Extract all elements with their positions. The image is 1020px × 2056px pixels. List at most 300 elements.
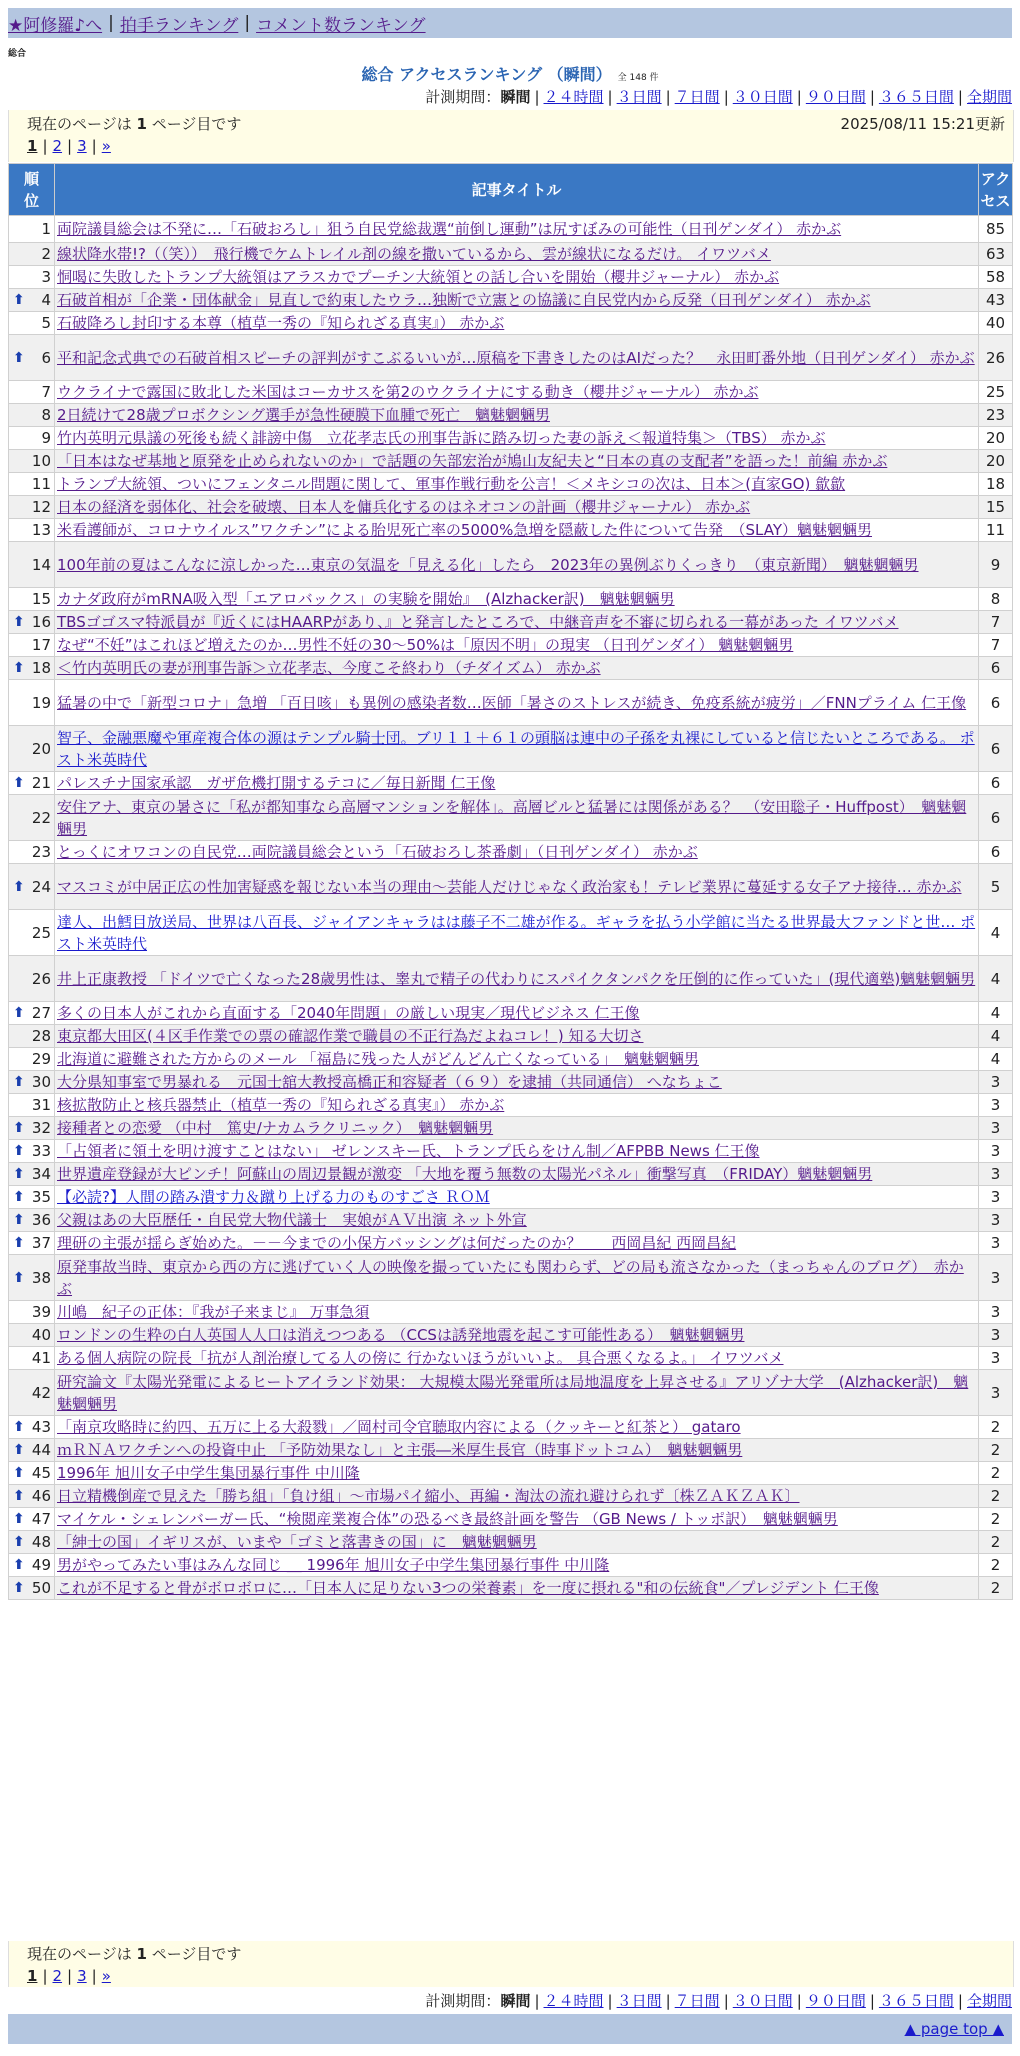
table-row [9, 404, 1013, 427]
table-row [9, 588, 1013, 611]
rank-up-arrow-icon: ⬆ [13, 1419, 25, 1435]
article-title-link[interactable]: 北海道に避難された方からのメール 「福島に残った人がどんどん亡くなっている」 魑魅魍魎男 [57, 1050, 699, 1068]
article-title-link[interactable]: 原発事故当時、東京から西の方に逃げていく人の映像を撮っていたにも関わらず、どの局も流さなかった（まっちゃんのブログ） 赤かぶ [57, 1257, 964, 1298]
table-row [9, 1485, 1013, 1508]
access-count: 4 [979, 956, 1013, 1002]
rank-number: 24 [31, 877, 51, 896]
rank-up-arrow-icon: ⬆ [13, 660, 25, 676]
rank-number: 3 [41, 268, 51, 286]
updated-timestamp: 2025/08/11 15:21更新 [840, 115, 1005, 133]
table-row [9, 381, 1013, 404]
rank-number: 10 [31, 452, 51, 470]
nav-separator: | [244, 13, 251, 33]
article-title-link[interactable]: 川嶋 紀子の正体：『我が子来まじ』 万事急須 [57, 1303, 370, 1321]
rank-cell [9, 1462, 55, 1485]
article-title-link[interactable]: 男がやってみたい事はみんな同じ ＿ 1996年 旭川女子中学生集団暴行事件 中川隆 [57, 1556, 610, 1574]
table-row [9, 1255, 1013, 1301]
title-cell [55, 266, 979, 289]
article-title-link[interactable]: 「紳士の国」イギリスが、いまや「ゴミと落書きの国」に 魑魅魍魎男 [57, 1533, 537, 1551]
period-selector-top [425, 86, 1012, 107]
rank-number: 25 [31, 923, 51, 942]
rank-cell [9, 588, 55, 611]
col-title-header: 記事タイトル [55, 164, 979, 216]
rank-cell [9, 1071, 55, 1094]
rank-number: 23 [31, 843, 51, 861]
period-separator: | [723, 1992, 729, 2010]
rank-number: 26 [31, 969, 51, 988]
article-title-link[interactable]: 日立精機倒産で見えた「勝ち組」「負け組」～市場パイ縮小、再編・淘汰の流れ避けられず〔株ＺＡＫＺＡＫ〕 [57, 1487, 800, 1505]
table-row [9, 956, 1013, 1002]
rank-up-arrow-icon: ⬆ [13, 349, 25, 366]
period-option-link[interactable]: ７日間 [674, 88, 720, 106]
page-link[interactable]: 2 [52, 137, 63, 155]
rank-cell [9, 450, 55, 473]
rank-number: 42 [31, 1383, 51, 1402]
article-title-link[interactable]: 1996年 旭川女子中学生集団暴行事件 中川隆 [57, 1464, 360, 1482]
article-title-link[interactable]: 2日続けて28歳プロボクシング選手が急性硬膜下血腫で死亡 魑魅魍魎男 [57, 406, 550, 424]
table-row [9, 1117, 1013, 1140]
rank-up-arrow-icon: ⬆ [13, 1143, 25, 1159]
title-cell [55, 519, 979, 542]
rank-cell [9, 956, 55, 1002]
col-access-header: アクセス [979, 164, 1013, 216]
rank-cell [9, 266, 55, 289]
page-link[interactable]: 3 [77, 137, 87, 155]
access-count: 3 [979, 1209, 1013, 1232]
rank-cell [9, 1324, 55, 1347]
title-cell [55, 473, 979, 496]
article-title-link[interactable]: 猛暑の中で「新型コロナ」急増 「百日咳」も異例の感染者数…医師「暑さのストレスが続き、免疫系統が疲労」／FNNプライム 仁王像 [57, 693, 967, 712]
rank-up-arrow-icon: ⬆ [13, 878, 25, 895]
title-cell [55, 1071, 979, 1094]
rank-number: 2 [41, 245, 51, 263]
period-label: 計測期間： [425, 88, 501, 106]
article-title-link[interactable]: 石破降ろし封印する本尊（植草一秀の『知られざる真実』） 赤かぶ [57, 314, 505, 332]
title-cell [55, 910, 979, 956]
rank-number: 48 [31, 1533, 51, 1551]
access-count: 23 [979, 404, 1013, 427]
rank-number: 5 [41, 314, 51, 332]
article-title-link[interactable]: 大分県知事室で男暴れる 元国士舘大教授高橋正和容疑者（６９）を逮捕（共同通信） へなちょこ [57, 1073, 722, 1091]
rank-cell [9, 381, 55, 404]
title-cell [55, 795, 979, 841]
rank-number: 4 [41, 291, 51, 309]
table-row [9, 1232, 1013, 1255]
table-row [9, 1577, 1013, 1600]
rank-number: 20 [31, 739, 51, 758]
table-row [9, 1324, 1013, 1347]
table-row [9, 1439, 1013, 1462]
table-row [9, 864, 1013, 910]
article-title-link[interactable]: とっくにオワコンの自民党…両院議員総会という「石破おろし茶番劇」（日刊ゲンダイ） 赤かぶ [57, 843, 698, 861]
rank-number: 43 [31, 1418, 51, 1436]
title-cell [55, 1301, 979, 1324]
rank-up-arrow-icon: ⬆ [13, 1534, 25, 1550]
rank-cell [9, 1485, 55, 1508]
rank-cell [9, 1025, 55, 1048]
table-row [9, 611, 1013, 634]
period-selector-bottom [425, 1990, 1012, 2011]
access-count: 6 [979, 841, 1013, 864]
period-option-link[interactable]: ２４時間 [543, 88, 604, 106]
rank-up-arrow-icon: ⬆ [13, 1005, 25, 1021]
ranking-title: 総合 アクセスランキング （瞬間） [361, 65, 612, 84]
access-count: 15 [979, 496, 1013, 519]
period-current: 瞬間 [500, 88, 531, 106]
rank-cell [9, 1531, 55, 1554]
article-title-link[interactable]: 理研の主張が揺らぎ始めた。－－今までの小保方バッシングは何だったのか？ 西岡昌紀 西岡昌紀 [57, 1234, 737, 1252]
article-title-link[interactable]: 父親はあの大臣歴任・自民党大物代議士 実娘がＡＶ出演 ネット外宣 [57, 1211, 527, 1229]
rank-cell [9, 1416, 55, 1439]
rank-number: 17 [31, 636, 51, 654]
article-title-link[interactable]: 井上正康教授 「ドイツで亡くなった28歳男性は、睾丸で精子の代わりにスパイクタンパクを圧倒的に作っていた」(現代適塾)魑魅魍魎男 [57, 969, 976, 988]
access-count: 85 [979, 216, 1013, 243]
article-title-link[interactable]: 石破首相が「企業・団体献金」見直しで約束したウラ…独断で立憲との協議に自民党内から反発（日刊ゲンダイ） 赤かぶ [57, 291, 871, 309]
table-row [9, 427, 1013, 450]
table-row [9, 841, 1013, 864]
access-count: 40 [979, 312, 1013, 335]
article-title-link[interactable]: 100年前の夏はこんなに涼しかった…東京の気温を「見える化」したら 2023年の異例ぶりくっきり （東京新聞） 魑魅魍魎男 [57, 555, 919, 574]
section-label: 総合 [8, 49, 27, 59]
rank-up-arrow-icon: ⬆ [13, 1488, 25, 1504]
title-cell [55, 1485, 979, 1508]
rank-cell [9, 772, 55, 795]
access-count: 3 [979, 1347, 1013, 1370]
rank-cell [9, 519, 55, 542]
table-row [9, 772, 1013, 795]
rank-number: 7 [41, 383, 51, 401]
access-count: 7 [979, 634, 1013, 657]
title-cell [55, 1232, 979, 1255]
article-title-link[interactable]: 【必読?】人間の踏み潰す力＆蹴り上げる力のものすごさ ＲＯＭ [57, 1188, 490, 1206]
period-option-link[interactable]: 全期間 [966, 1992, 1012, 2010]
title-cell [55, 1002, 979, 1025]
rank-up-arrow-icon: ⬆ [13, 292, 25, 308]
table-row [9, 1048, 1013, 1071]
period-separator: | [957, 1992, 963, 2010]
access-count: 4 [979, 910, 1013, 956]
rank-number: 12 [31, 498, 51, 516]
paging-box-bottom [8, 1941, 1014, 1987]
title-cell [55, 1531, 979, 1554]
rank-up-arrow-icon: ⬆ [13, 1465, 25, 1481]
title-cell [55, 1209, 979, 1232]
rank-cell [9, 289, 55, 312]
rank-number: 33 [31, 1142, 51, 1160]
rank-cell [9, 795, 55, 841]
access-count: 6 [979, 726, 1013, 772]
rank-cell [9, 634, 55, 657]
rank-cell [9, 312, 55, 335]
access-count: 5 [979, 864, 1013, 910]
title-cell [55, 726, 979, 772]
period-option-link[interactable]: ３日間 [616, 1992, 662, 2010]
article-title-link[interactable]: 竹内英明元県議の死後も続く誹謗中傷 立花孝志氏の刑事告訴に踏み切った妻の訴え＜報道特集＞（TBS） 赤かぶ [57, 429, 826, 447]
article-title-link[interactable]: 「占領者に領土を明け渡すことはない」 ゼレンスキー氏、トランプ氏らをけん制／AFPBB News 仁王像 [57, 1142, 760, 1160]
page-link[interactable]: 3 [77, 1967, 87, 1985]
home-link[interactable]: ★阿修羅♪へ [8, 15, 103, 36]
article-title-link[interactable]: 米看護師が、コロナウイルス”ワクチン”による胎児死亡率の5000%急増を隠蔽した件について告発 （SLAY）魑魅魍魎男 [57, 521, 873, 539]
next-page-link[interactable]: » [101, 137, 111, 155]
article-title-link[interactable]: ロンドンの生粋の白人英国人人口は消えつつある （CCSは誘発地震を起こす可能性ある） 魑魅魍魎男 [57, 1326, 745, 1344]
title-cell [55, 1508, 979, 1531]
access-count: 2 [979, 1416, 1013, 1439]
rank-cell [9, 841, 55, 864]
article-title-link[interactable]: ウクライナで露国に敗北した米国はコーカサスを第2のウクライナにする動き（櫻井ジャーナル） 赤かぶ [57, 383, 759, 401]
access-count: 6 [979, 772, 1013, 795]
rank-cell [9, 404, 55, 427]
table-row [9, 1140, 1013, 1163]
access-count: 2 [979, 1508, 1013, 1531]
title-cell [55, 1554, 979, 1577]
rank-cell [9, 1301, 55, 1324]
title-cell [55, 450, 979, 473]
rank-cell [9, 335, 55, 381]
rank-cell [9, 1255, 55, 1301]
table-row [9, 1347, 1013, 1370]
period-option-link[interactable]: ３６５日間 [878, 1992, 954, 2010]
title-cell [55, 864, 979, 910]
rank-up-arrow-icon: ⬆ [13, 1235, 25, 1251]
access-count: 3 [979, 1117, 1013, 1140]
rank-number: 27 [31, 1004, 51, 1022]
rank-number: 11 [31, 475, 51, 493]
access-count: 3 [979, 1255, 1013, 1301]
table-row [9, 1163, 1013, 1186]
table-row [9, 243, 1013, 266]
rank-cell [9, 1048, 55, 1071]
article-title-link[interactable]: 達人、出鱈目放送局、世界は八百長、ジャイアンキャラはは藤子不二雄が作る。ギャラを払う小学館に当たる世界最大ファンドと世… ポスト米英時代 [57, 912, 976, 953]
comment-ranking-link[interactable]: コメント数ランキング [256, 15, 426, 36]
rank-number: 22 [31, 808, 51, 827]
period-label: 計測期間： [425, 1992, 501, 2010]
rank-number: 18 [31, 659, 51, 677]
rank-cell [9, 910, 55, 956]
rank-cell [9, 1554, 55, 1577]
period-option-link[interactable]: ３０日間 [732, 1992, 793, 2010]
article-title-link[interactable]: ＜竹内英明氏の妻が刑事告訴＞立花孝志、今度こそ終わり（チダイズム） 赤かぶ [57, 659, 601, 677]
rank-number: 9 [41, 429, 51, 447]
access-count: 63 [979, 243, 1013, 266]
bottom-bar [8, 2014, 1012, 2044]
access-count: 6 [979, 657, 1013, 680]
access-count: 3 [979, 1301, 1013, 1324]
rank-cell [9, 657, 55, 680]
page-status: 現在のページは 1 ページ目です [27, 115, 242, 133]
article-title-link[interactable]: 平和記念式典での石破首相スピーチの評判がすこぶるいいが…原稿を下書きしたのはAIだった？ 永田町番外地（日刊ゲンダイ） 赤かぶ [57, 348, 975, 367]
page-link[interactable]: 2 [52, 1967, 63, 1985]
nav-separator: | [108, 13, 114, 33]
col-rank-header: 順位 [9, 164, 55, 216]
period-separator: | [796, 1992, 802, 2010]
article-title-link[interactable]: ある個人病院の院長「抗が人剤治療してる人の傍に 行かないほうがいいよ。 具合悪くなるよ。」 イワツバメ [57, 1349, 784, 1367]
access-count: 4 [979, 1048, 1013, 1071]
access-count: 2 [979, 1554, 1013, 1577]
article-title-link[interactable]: 核拡散防止と核兵器禁止（植草一秀の『知られざる真実』） 赤かぶ [57, 1096, 505, 1114]
rank-number: 47 [31, 1510, 51, 1528]
period-option-link[interactable]: 全期間 [966, 88, 1012, 106]
access-count: 2 [979, 1462, 1013, 1485]
period-option-link[interactable]: ２４時間 [543, 1992, 604, 2010]
period-option-link[interactable]: ９０日間 [805, 88, 866, 106]
rank-cell [9, 1002, 55, 1025]
rank-number: 28 [31, 1027, 51, 1045]
title-cell [55, 1117, 979, 1140]
next-page-link[interactable]: » [101, 1967, 111, 1985]
table-row [9, 1301, 1013, 1324]
access-count: 3 [979, 1071, 1013, 1094]
access-count: 3 [979, 1324, 1013, 1347]
title-cell [55, 1577, 979, 1600]
access-count: 20 [979, 427, 1013, 450]
period-separator: | [957, 88, 963, 106]
table-row [9, 1416, 1013, 1439]
access-count: 7 [979, 611, 1013, 634]
rank-cell [9, 1117, 55, 1140]
rank-cell [9, 496, 55, 519]
current-page-number: 1 [27, 1967, 38, 1985]
current-page-number: 1 [27, 137, 38, 155]
article-title-link[interactable]: 「日本はなぜ基地と原発を止められないのか」で話題の矢部宏治が鳩山友紀夫と“日本の真の支配者”を語った！前編 赤かぶ [57, 452, 888, 470]
article-title-link[interactable]: 「南京攻略時に約四、五万に上る大殺戮」／岡村司令官聴取内容による（クッキーと紅茶と） gataro [57, 1418, 741, 1436]
page-separator: | [91, 137, 97, 155]
rank-cell [9, 1163, 55, 1186]
rank-cell [9, 680, 55, 726]
access-count: 18 [979, 473, 1013, 496]
access-count: 3 [979, 1163, 1013, 1186]
access-count: 58 [979, 266, 1013, 289]
rank-cell [9, 1094, 55, 1117]
table-row [9, 634, 1013, 657]
table-row [9, 1071, 1013, 1094]
rank-number: 15 [31, 590, 51, 608]
period-option-link[interactable]: ３０日間 [732, 88, 793, 106]
article-title-link[interactable]: 安住アナ、東京の暑さに「私が都知事なら高層マンションを解体」。高層ビルと猛暑には関係がある？ （安田聡子・Huffpost） 魑魅魍魎男 [57, 797, 967, 838]
access-count: 3 [979, 1186, 1013, 1209]
article-title-link[interactable]: TBSゴゴスマ特派員が『近くにはHAARPがあり、』と発言したところで、中継音声を不審に切られる一幕があった イワツバメ [57, 613, 899, 631]
article-title-link[interactable]: 研究論文『太陽光発電によるヒートアイランド効果： 大規模太陽光発電所は局地温度を上昇させる』アリゾナ大学 (Alzhacker訳) 魑魅魍魎男 [57, 1372, 969, 1413]
article-title-link[interactable]: マスコミが中居正広の性加害疑惑を報じない本当の理由～芸能人だけじゃなく政治家も！テレビ業界に蔓延する女子アナ接待… 赤かぶ [57, 877, 962, 896]
rank-cell [9, 473, 55, 496]
title-cell [55, 772, 979, 795]
article-title-link[interactable]: トランプ大統領、ついにフェンタニル問題に関して、軍事作戦行動を公言！＜メキシコの次は、日本＞(直家GO) 歙歙 [57, 475, 846, 493]
rank-up-arrow-icon: ⬆ [13, 1120, 25, 1136]
rank-number: 40 [31, 1326, 51, 1344]
rank-up-arrow-icon: ⬆ [13, 1557, 25, 1573]
clap-ranking-link[interactable]: 拍手ランキング [119, 15, 239, 36]
rank-number: 13 [31, 521, 51, 539]
period-option-link[interactable]: ７日間 [674, 1992, 720, 2010]
article-title-link[interactable]: 世界遺産登録が大ピンチ！阿蘇山の周辺景観が激変 「大地を覆う無数の太陽光パネル」衝撃写真 （FRIDAY）魑魅魍魎男 [57, 1165, 873, 1183]
article-title-link[interactable]: マイケル・シェレンバーガー氏、“検閲産業複合体”の恐るべき最終計画を警告 （GB News / トッポ訳） 魑魅魍魎男 [57, 1510, 838, 1528]
table-row [9, 1462, 1013, 1485]
top-nav-bar [8, 8, 1012, 38]
article-title-link[interactable]: パレスチナ国家承認 ガザ危機打開するテコに／毎日新聞 仁王像 [57, 774, 496, 792]
article-title-link[interactable]: これが不足すると骨がボロボロに…「日本人に足りない3つの栄養素」を一度に摂れる"和の伝統食"／プレジデント 仁王像 [57, 1579, 879, 1597]
rank-up-arrow-icon: ⬆ [13, 1212, 25, 1228]
title-cell [55, 381, 979, 404]
pagination [9, 135, 1013, 159]
table-row [9, 312, 1013, 335]
access-count: 3 [979, 1232, 1013, 1255]
page-top-link[interactable]: ▲ page top ▲ [904, 2020, 1004, 2038]
page-status: 現在のページは 1 ページ目です [27, 1945, 242, 1963]
article-title-link[interactable]: 両院議員総会は不発に…「石破おろし」狙う自民党総裁選“前倒し運動”は尻すぼみの可能性（日刊ゲンダイ） 赤かぶ [57, 220, 842, 238]
article-title-link[interactable]: 線状降水帯!?（（笑）） 飛行機でケムトレイル剤の線を撒いているから、雲が線状になるだけ。 イワツバメ [57, 245, 771, 263]
title-cell [55, 588, 979, 611]
table-row [9, 1531, 1013, 1554]
article-title-link[interactable]: 東京都大田区(４区手作業での票の確認作業で職員の不正行為だよねコレ！) 知る大切さ [57, 1027, 644, 1045]
access-count: 2 [979, 1485, 1013, 1508]
title-cell [55, 335, 979, 381]
article-title-link[interactable]: 恫喝に失敗したトランプ大統領はアラスカでプーチン大統領との話し合いを開始（櫻井ジャーナル） 赤かぶ [57, 268, 780, 286]
rank-number: 32 [31, 1119, 51, 1137]
article-title-link[interactable]: 接種者との恋愛 （中村 篤史/ナカムラクリニック） 魑魅魍魎男 [57, 1119, 494, 1137]
table-row [9, 1025, 1013, 1048]
rank-number: 16 [31, 613, 51, 631]
article-title-link[interactable]: カナダ政府がmRNA吸入型「エアロバックス」の実験を開始』 (Alzhacker訳) 魑魅魍魎男 [57, 590, 675, 608]
table-row [9, 1370, 1013, 1416]
table-row [9, 910, 1013, 956]
article-title-link[interactable]: 多くの日本人がこれから直面する「2040年問題」の厳しい現実／現代ビジネス 仁王像 [57, 1004, 640, 1022]
rank-number: 46 [31, 1487, 51, 1505]
rank-number: 34 [31, 1165, 51, 1183]
title-cell [55, 841, 979, 864]
table-row [9, 1554, 1013, 1577]
rank-number: 30 [31, 1073, 51, 1091]
period-option-link[interactable]: ３日間 [616, 88, 662, 106]
article-title-link[interactable]: 日本の経済を弱体化、社会を破壊、日本人を傭兵化するのはネオコンの計画（櫻井ジャーナル） 赤かぶ [57, 498, 751, 516]
period-current: 瞬間 [500, 1992, 531, 2010]
title-cell [55, 404, 979, 427]
access-count: 4 [979, 1002, 1013, 1025]
period-separator: | [665, 1992, 671, 2010]
title-cell [55, 1462, 979, 1485]
table-row [9, 726, 1013, 772]
access-count: 6 [979, 795, 1013, 841]
access-count: 3 [979, 1094, 1013, 1117]
period-option-link[interactable]: ９０日間 [805, 1992, 866, 2010]
rank-cell [9, 1577, 55, 1600]
article-title-link[interactable]: なぜ“不妊”はこれほど増えたのか…男性不妊の30～50%は「原因不明」の現実 （日刊ゲンダイ） 魑魅魍魎男 [57, 636, 794, 654]
table-row [9, 519, 1013, 542]
period-separator: | [534, 1992, 540, 2010]
table-row [9, 335, 1013, 381]
rank-number: 44 [31, 1441, 51, 1459]
title-cell [55, 634, 979, 657]
period-option-link[interactable]: ３６５日間 [878, 88, 954, 106]
table-row [9, 542, 1013, 588]
title-cell [55, 956, 979, 1002]
title-cell [55, 657, 979, 680]
rank-number: 1 [41, 220, 51, 238]
page-separator: | [67, 137, 73, 155]
rank-up-arrow-icon: ⬆ [13, 1166, 25, 1182]
paging-box-top [8, 110, 1014, 162]
rank-cell [9, 1209, 55, 1232]
page-separator: | [91, 1967, 97, 1985]
access-count: 11 [979, 519, 1013, 542]
table-row [9, 216, 1013, 243]
rank-cell [9, 1186, 55, 1209]
article-title-link[interactable]: ｍＲＮＡワクチンへの投資中止 「予防効果なし」と主張―米厚生長官（時事ドットコム） 魑魅魍魎男 [57, 1441, 743, 1459]
table-row [9, 289, 1013, 312]
title-cell [55, 680, 979, 726]
rank-cell [9, 1439, 55, 1462]
table-row [9, 657, 1013, 680]
rank-up-arrow-icon: ⬆ [13, 1511, 25, 1527]
article-title-link[interactable]: 智子、金融悪魔や軍産複合体の源はテンプル騎士団。ブリ１１＋６１の頭脳は連中の子孫を丸裸にしていると信じたいところである。 ポスト米英時代 [57, 728, 975, 769]
